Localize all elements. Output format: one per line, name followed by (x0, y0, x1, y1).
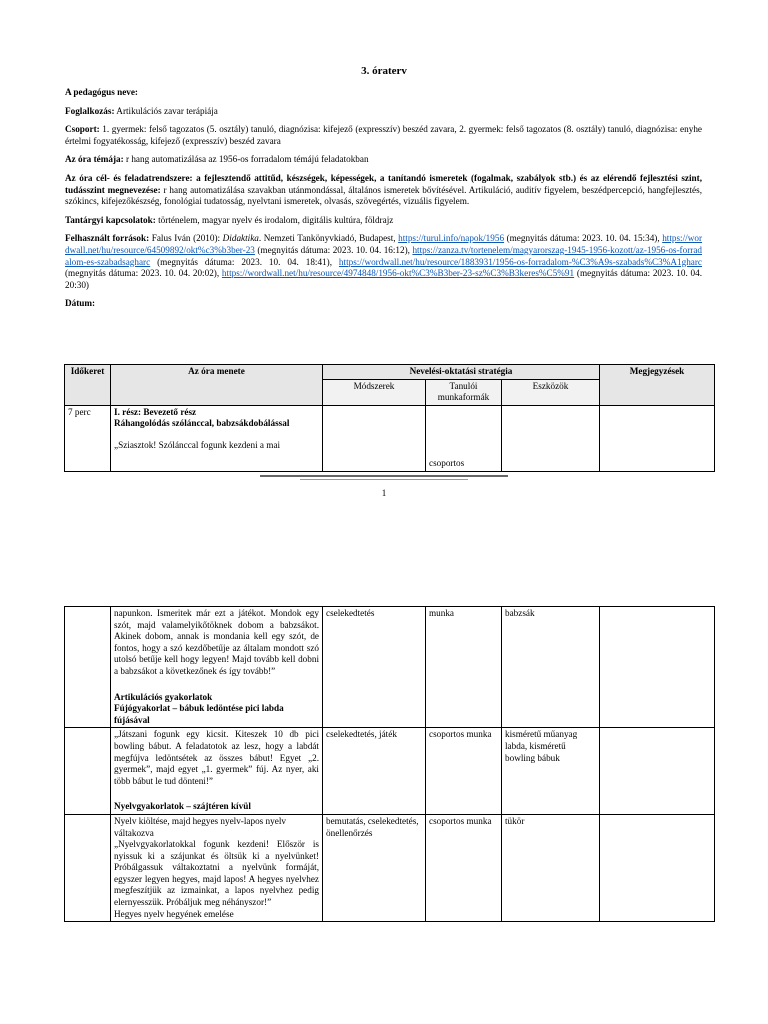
group-row (65, 124, 702, 147)
group-value: 1. gyermek: felső tagozatos (5. osztály) tanuló, diagnózisa: kifejező (expresszív) beszéd zavara, 2. gyermek: felső tagozatos (8. osztály) tanuló, diagnózisa: enyhe értelmi fogyatékosság, kifejező (expresszív) beszéd zavara (65, 124, 702, 146)
methods-cell: bemutatás, cselekedtetés, önellenőrzés (323, 814, 426, 921)
topic-row (65, 154, 702, 166)
lesson-plan-table-continued (64, 606, 715, 922)
notes-cell (600, 814, 715, 921)
col-header-methods: Módszerek (323, 379, 426, 405)
workform-cell: csoportos munka (426, 728, 502, 815)
source-link-4[interactable]: https://wordwall.net/hu/resource/1883931/1956-os-forradalom-%C3%A9s-szabads%C3%A1gharc (338, 256, 702, 267)
table-header-row (65, 365, 715, 380)
table-row (65, 607, 715, 728)
flow-cell (111, 607, 323, 728)
notes-cell (600, 405, 715, 471)
goals-row (65, 173, 702, 208)
activity-text: napunkon. Ismeritek már ezt a játékot. Mondok egy szót, majd valamelyikőtöknek dobom a babzsákot. Akinek dobom, annak is mondania kell egy szót, de fontos, hogy a szó kezdőbetűje az általam mondott szó utolsó betűje kell hogy legyen! Majd tovább kell dobni a babzsákot a következőnek és így tovább!” (114, 608, 319, 676)
topic-label: Az óra témája: (65, 154, 124, 165)
activity-text: „Játszani fogunk egy kicsit. Kiteszek 10 db pici bowling bábut. A feladatotok az lesz, hogy a labdát megfújva ledöntsétek az összes bábut! Egyet „2. gyermek”, majd egyet „1. gyermek” fúj. Az nyer, aki több bábut le tud dönteni!” (114, 729, 319, 786)
sources-row (65, 233, 702, 291)
col-header-strategy: Nevelési-oktatási stratégia (323, 365, 600, 380)
col-header-flow: Az óra menete (111, 365, 323, 406)
page-number: 1 (381, 488, 387, 498)
time-cell (65, 607, 111, 728)
source-link-1[interactable]: https://turul.info/napok/1956 (398, 233, 505, 244)
time-cell: 7 perc (65, 405, 111, 471)
occupation-row (65, 106, 702, 118)
connections-row (65, 215, 702, 227)
document-page-2 (0, 606, 768, 1024)
notes-cell (600, 607, 715, 728)
date-label: Dátum: (65, 298, 96, 309)
workform-cell: munka (426, 607, 502, 728)
activity-subheading: Fújógyakorlat – bábuk ledöntése pici labda fújásával (114, 703, 284, 725)
sources-after-book: . Nemzeti Tankönyvkiadó, Budapest, (258, 233, 399, 244)
date-row (65, 298, 702, 310)
page-gap (0, 520, 768, 606)
occupation-label: Foglalkozás: (65, 105, 115, 116)
table-row (65, 814, 715, 921)
page-title: 3. óraterv (361, 65, 407, 77)
table-row (65, 405, 715, 471)
activity-subheading: Nyelv kiöltése, majd hegyes nyelv-lapos nyelv váltakozva (114, 815, 286, 838)
col-header-notes: Megjegyzések (600, 365, 715, 406)
tools-cell: tükör (502, 814, 600, 921)
sources-prefix: Falus Iván (2010): (149, 233, 223, 244)
lesson-plan-header (65, 87, 702, 317)
source-accessed-5: (megnyitás dátuma: 2023. 10. 04. 20:30) (65, 268, 702, 290)
connections-label: Tantárgyi kapcsolatok: (65, 214, 156, 225)
activity-text: „Nyelvgyakorlatokkal fogunk kezdeni! Először is nyissuk ki a szájunkat és öltsük ki a nyelvünket! Próbálgassuk váltakoztatni a nyelvünk formáját, egyszer legyen hegyes, majd lapos! A hegyes nyelvhez megfeszítjük az izmainkat, a lapos nyelvhez pedig elernyesszük. Próbáljuk meg néhányszor!” (114, 839, 319, 908)
activity-heading: Artikulációs gyakorlatok (114, 691, 213, 702)
methods-cell: cselekedtetés, játék (323, 728, 426, 815)
activity-heading: Ráhangolódás szólánccal, babzsákdobálással (114, 418, 290, 429)
source-accessed-3: (megnyitás dátuma: 2023. 10. 04. 18:41), (150, 256, 339, 267)
sources-label: Felhasznált források: (65, 233, 150, 244)
source-accessed-1: (megnyitás dátuma: 2023. 10. 04. 15:34), (504, 233, 663, 244)
col-header-tools: Eszközök (502, 379, 600, 405)
methods-cell (323, 405, 426, 471)
footer-rule-thin (300, 479, 468, 480)
topic-value: r hang automatizálása az 1956-os forradalom témájú feladatokban (123, 154, 369, 165)
notes-cell (600, 728, 715, 815)
source-link-3[interactable]: https://zanza.tv/tortenelem/magyarorszag-1945-1956-kozott/az-1956-os-forradalom-es-szabadsagharc (65, 244, 702, 267)
sources-book-title: Didaktika (222, 233, 259, 244)
workform-cell: csoportos munka (426, 814, 502, 921)
tools-cell: babzsák (502, 607, 600, 728)
methods-cell: cselekedtetés (323, 607, 426, 728)
table-row (65, 728, 715, 815)
time-cell (65, 814, 111, 921)
tools-cell (502, 405, 600, 471)
flow-cell (111, 728, 323, 815)
time-cell (65, 728, 111, 815)
source-link-2[interactable]: https://wordwall.net/hu/resource/64509892/okt%c3%b3ber-23 (65, 233, 703, 255)
teacher-label: A pedagógus neve: (65, 87, 138, 97)
activity-quote: „Sziasztok! Szólánccal fogunk kezdeni a mai (114, 439, 281, 450)
goals-label: Az óra cél- és feladatrendszere: a fejlesztendő attitűd, készségek, képességek, a tanítandó ismeretek (fogalmak, szabályok stb.) és az elérendő fejlesztési szint, tudásszint megnevezése: (65, 172, 702, 195)
occupation-value: Artikulációs zavar terápiája (114, 105, 218, 116)
flow-cell (111, 814, 323, 921)
group-label: Csoport: (65, 124, 100, 135)
connections-value: történelem, magyar nyelv és irodalom, digitális kultúra, földrajz (155, 214, 394, 225)
teacher-name-row (65, 87, 702, 99)
activity-subheading-2: Hegyes nyelv hegyének emelése (114, 908, 234, 919)
tools-cell: kisméretű műanyag labda, kisméretű bowling bábuk (502, 728, 600, 815)
part-heading: I. rész: Bevezető rész (114, 406, 197, 417)
lesson-plan-table (64, 364, 715, 472)
source-accessed-2: (megnyitás dátuma: 2023. 10. 04. 16:12), (254, 244, 413, 255)
workform-cell: csoportos (426, 405, 502, 471)
source-accessed-4: (megnyitás dátuma: 2023. 10. 04. 20:02), (65, 268, 222, 279)
goals-value: r hang automatizálása szavakban utánmondással, általános ismeretek bővítésével. Artikuláció, auditív figyelem, beszédpercepció, hangfejlesztés, szókincs, kifejezőkészség, fonológiai tudatosság, nyelvtani ismeretek, olvasás, szövegértés, vizuális figyelem. (65, 184, 702, 207)
flow-cell (111, 405, 323, 471)
source-link-5[interactable]: https://wordwall.net/hu/resource/4974848/1956-okt%C3%B3ber-23-sz%C3%B3keres%C5%91 (221, 268, 575, 279)
footer-rule (260, 475, 508, 477)
col-header-time: Időkeret (65, 365, 111, 406)
col-header-workforms: Tanulói munkaformák (426, 379, 502, 405)
activity-heading: Nyelvgyakorlatok – szájtéren kívül (114, 801, 251, 812)
